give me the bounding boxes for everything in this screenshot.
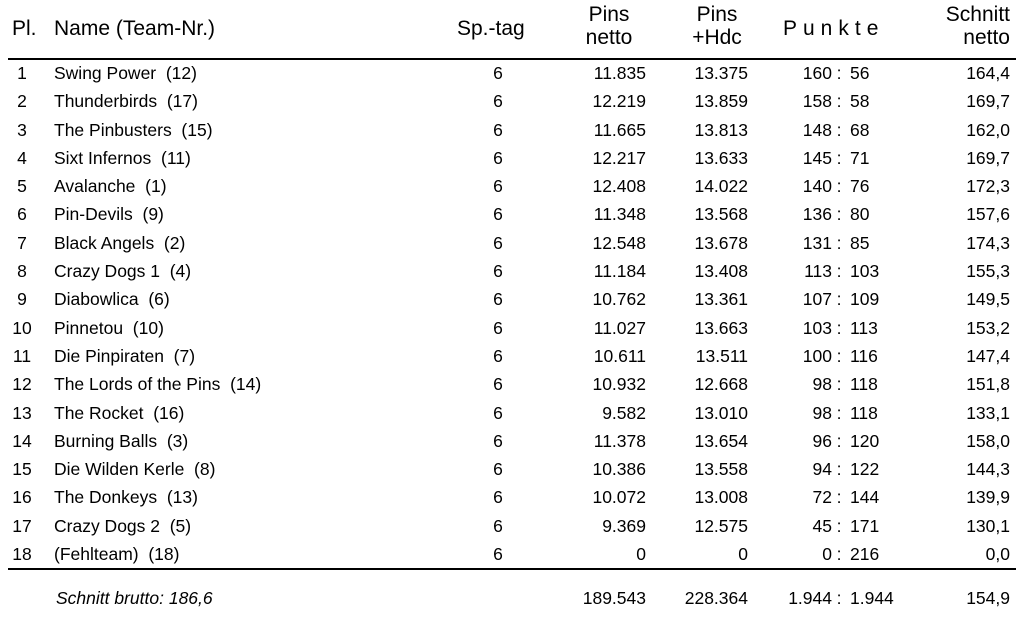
row-schnitt-netto: 144,3 — [966, 459, 1010, 480]
row-punkte-for: 103 — [802, 317, 832, 338]
footer-punkte-for: 1.944 — [788, 588, 832, 608]
row-spieltag: 6 — [493, 232, 503, 253]
row-punkte-separator: : — [836, 487, 842, 508]
row-pins-netto: 10.762 — [592, 289, 646, 310]
table-row — [0, 228, 1024, 256]
row-schnitt-netto: 133,1 — [966, 402, 1010, 423]
row-pins-netto: 10.611 — [593, 345, 646, 366]
row-place: 5 — [17, 176, 27, 197]
row-team-name: Crazy Dogs 2 (5) — [54, 515, 192, 536]
row-punkte-for: 96 — [812, 430, 832, 451]
row-pins-netto: 11.027 — [593, 317, 646, 338]
row-place: 18 — [12, 544, 32, 565]
row-spieltag: 6 — [493, 204, 503, 225]
row-place: 14 — [12, 430, 32, 451]
row-punkte-against: 122 — [850, 459, 880, 480]
table-row — [0, 284, 1024, 312]
row-pins-netto: 12.408 — [592, 176, 646, 197]
table-body — [0, 58, 1024, 567]
row-pins-netto: 10.386 — [592, 459, 646, 480]
row-spieltag: 6 — [493, 176, 503, 197]
row-pins-hdc: 13.813 — [694, 119, 748, 140]
table-row — [0, 369, 1024, 397]
row-schnitt-netto: 139,9 — [966, 487, 1010, 508]
row-place: 12 — [12, 374, 32, 395]
row-team-name: Thunderbirds (17) — [54, 91, 198, 112]
row-schnitt-netto: 130,1 — [966, 515, 1010, 536]
row-spieltag: 6 — [493, 544, 503, 565]
row-spieltag: 6 — [493, 289, 503, 310]
row-punkte-separator: : — [836, 402, 842, 423]
row-punkte-against: 113 — [850, 317, 878, 338]
row-place: 11 — [12, 345, 32, 366]
table-row — [0, 398, 1024, 426]
row-spieltag: 6 — [493, 487, 503, 508]
row-pins-hdc: 12.668 — [694, 374, 748, 395]
header-punkte: Punkte — [783, 17, 885, 40]
header-pins-netto-line1: Pins — [588, 3, 630, 26]
row-pins-netto: 10.932 — [592, 374, 646, 395]
row-spieltag: 6 — [493, 459, 503, 480]
row-schnitt-netto: 157,6 — [966, 204, 1010, 225]
row-pins-hdc: 13.408 — [694, 261, 748, 282]
row-punkte-against: 171 — [850, 515, 880, 536]
footer-pins-hdc-total: 228.364 — [684, 588, 748, 608]
row-team-name: The Pinbusters (15) — [54, 119, 213, 140]
header-pl: Pl. — [12, 17, 37, 40]
row-punkte-for: 107 — [802, 289, 832, 310]
table-row — [0, 539, 1024, 567]
row-punkte-separator: : — [836, 515, 842, 536]
table-row — [0, 256, 1024, 284]
row-punkte-separator: : — [836, 459, 842, 480]
row-punkte-for: 0 — [822, 544, 832, 565]
row-punkte-separator: : — [836, 261, 842, 282]
header-pins-netto — [574, 3, 644, 49]
row-punkte-against: 216 — [850, 544, 880, 565]
table-header — [0, 0, 1024, 60]
row-schnitt-netto: 174,3 — [966, 232, 1010, 253]
row-place: 17 — [12, 515, 32, 536]
row-team-name: Die Pinpiraten (7) — [54, 345, 196, 366]
row-team-name: The Lords of the Pins (14) — [54, 374, 262, 395]
table-row — [0, 511, 1024, 539]
row-pins-netto: 12.219 — [592, 91, 646, 112]
table-row — [0, 58, 1024, 86]
row-team-name: The Rocket (16) — [54, 402, 185, 423]
row-spieltag: 6 — [493, 515, 503, 536]
header-pins-netto-line2: netto — [585, 26, 633, 49]
row-pins-hdc: 12.575 — [694, 515, 748, 536]
table-footer — [0, 583, 1024, 611]
row-pins-hdc: 13.678 — [694, 232, 748, 253]
table-row — [0, 115, 1024, 143]
row-punkte-against: 118 — [850, 402, 878, 423]
table-row — [0, 482, 1024, 510]
row-punkte-for: 158 — [802, 91, 832, 112]
row-punkte-separator: : — [836, 317, 842, 338]
row-schnitt-netto: 158,0 — [966, 430, 1010, 451]
row-punkte-separator: : — [836, 430, 842, 451]
row-spieltag: 6 — [493, 91, 503, 112]
table-row — [0, 86, 1024, 114]
row-team-name: Avalanche (1) — [54, 176, 167, 197]
row-spieltag: 6 — [493, 430, 503, 451]
row-schnitt-netto: 155,3 — [966, 261, 1010, 282]
row-punkte-against: 80 — [850, 204, 870, 225]
row-schnitt-netto: 151,8 — [966, 374, 1010, 395]
header-pins-hdc-line1: Pins — [696, 3, 738, 26]
row-team-name: Pinnetou (10) — [54, 317, 164, 338]
row-team-name: Pin-Devils (9) — [54, 204, 164, 225]
row-pins-hdc: 13.361 — [694, 289, 748, 310]
row-schnitt-netto: 147,4 — [966, 345, 1010, 366]
row-punkte-for: 98 — [812, 402, 832, 423]
row-spieltag: 6 — [493, 374, 503, 395]
row-place: 7 — [17, 232, 27, 253]
row-schnitt-netto: 153,2 — [966, 317, 1010, 338]
row-place: 1 — [17, 63, 27, 83]
row-pins-netto: 9.369 — [602, 515, 646, 536]
row-pins-hdc: 13.568 — [694, 204, 748, 225]
row-schnitt-netto: 169,7 — [966, 91, 1010, 112]
row-place: 16 — [12, 487, 32, 508]
footer-pins-netto-total: 189.543 — [582, 588, 646, 608]
row-punkte-separator: : — [836, 119, 842, 140]
row-punkte-for: 136 — [802, 204, 832, 225]
row-punkte-separator: : — [836, 91, 842, 112]
row-punkte-for: 100 — [802, 345, 832, 366]
row-team-name: Crazy Dogs 1 (4) — [54, 261, 192, 282]
row-punkte-against: 120 — [850, 430, 880, 451]
row-punkte-separator: : — [836, 544, 842, 565]
row-team-name: Die Wilden Kerle (8) — [54, 459, 216, 480]
row-punkte-for: 45 — [812, 515, 832, 536]
row-punkte-for: 140 — [802, 176, 832, 197]
row-punkte-for: 145 — [802, 147, 832, 168]
row-spieltag: 6 — [493, 345, 503, 366]
row-pins-netto: 11.378 — [593, 430, 646, 451]
footer-punkte-against: 1.944 — [850, 588, 894, 608]
row-team-name: (Fehlteam) (18) — [54, 544, 180, 565]
row-spieltag: 6 — [493, 317, 503, 338]
header-schnitt-line1: Schnitt — [945, 3, 1010, 26]
row-punkte-separator: : — [836, 204, 842, 225]
row-schnitt-netto: 164,4 — [966, 63, 1010, 83]
table-row — [0, 426, 1024, 454]
row-schnitt-netto: 0,0 — [985, 544, 1010, 565]
row-punkte-for: 148 — [802, 119, 832, 140]
row-spieltag: 6 — [493, 147, 503, 168]
row-punkte-against: 85 — [850, 232, 870, 253]
row-punkte-for: 131 — [802, 232, 832, 253]
row-schnitt-netto: 169,7 — [966, 147, 1010, 168]
row-pins-hdc: 13.008 — [694, 487, 748, 508]
row-team-name: Burning Balls (3) — [54, 430, 189, 451]
row-pins-netto: 11.184 — [593, 261, 646, 282]
row-punkte-for: 160 — [802, 63, 832, 83]
row-place: 6 — [17, 204, 27, 225]
row-pins-hdc: 13.859 — [694, 91, 748, 112]
row-schnitt-netto: 172,3 — [966, 176, 1010, 197]
row-punkte-against: 68 — [850, 119, 870, 140]
row-pins-netto: 11.835 — [593, 63, 646, 83]
row-team-name: Black Angels (2) — [54, 232, 186, 253]
row-pins-hdc: 13.010 — [694, 402, 748, 423]
table-row — [0, 341, 1024, 369]
header-schnitt-netto — [914, 3, 1010, 49]
row-punkte-for: 98 — [812, 374, 832, 395]
row-punkte-against: 116 — [850, 345, 878, 366]
header-pins-hdc-line2: +Hdc — [692, 26, 742, 49]
row-pins-hdc: 14.022 — [694, 176, 748, 197]
row-pins-netto: 11.665 — [593, 119, 646, 140]
row-pins-hdc: 13.654 — [694, 430, 748, 451]
row-pins-hdc: 13.511 — [695, 345, 748, 366]
row-punkte-against: 109 — [850, 289, 880, 310]
row-place: 8 — [17, 261, 27, 282]
row-punkte-for: 94 — [812, 459, 832, 480]
header-pins-hdc — [684, 3, 750, 49]
row-team-name: Sixt Infernos (11) — [54, 147, 191, 168]
row-punkte-against: 71 — [850, 147, 870, 168]
row-spieltag: 6 — [493, 63, 503, 83]
row-schnitt-netto: 162,0 — [966, 119, 1010, 140]
row-team-name: The Donkeys (13) — [54, 487, 198, 508]
footer-punkte-separator: : — [836, 588, 842, 608]
row-pins-hdc: 13.558 — [694, 459, 748, 480]
row-pins-netto: 12.217 — [592, 147, 646, 168]
row-spieltag: 6 — [493, 261, 503, 282]
row-team-name: Swing Power (12) — [54, 63, 197, 83]
row-punkte-separator: : — [836, 63, 842, 83]
table-row — [0, 199, 1024, 227]
row-place: 9 — [17, 289, 27, 310]
row-pins-hdc: 13.663 — [694, 317, 748, 338]
row-punkte-against: 76 — [850, 176, 870, 197]
header-schnitt-line2: netto — [963, 26, 1010, 49]
table-row — [0, 171, 1024, 199]
row-punkte-separator: : — [836, 345, 842, 366]
row-punkte-against: 144 — [850, 487, 880, 508]
row-punkte-separator: : — [836, 289, 842, 310]
row-punkte-against: 118 — [850, 374, 878, 395]
row-place: 2 — [17, 91, 27, 112]
footer-schnitt-brutto: Schnitt brutto: 186,6 — [56, 588, 213, 608]
footer-divider — [8, 568, 1016, 570]
row-pins-hdc: 0 — [738, 544, 748, 565]
row-pins-netto: 9.582 — [602, 402, 646, 423]
row-pins-netto: 11.348 — [593, 204, 646, 225]
row-place: 15 — [12, 459, 32, 480]
row-punkte-for: 113 — [804, 261, 832, 282]
row-punkte-separator: : — [836, 374, 842, 395]
row-pins-netto: 0 — [636, 544, 646, 565]
row-place: 10 — [12, 317, 32, 338]
row-punkte-for: 72 — [812, 487, 832, 508]
row-punkte-separator: : — [836, 176, 842, 197]
row-pins-netto: 12.548 — [592, 232, 646, 253]
table-row — [0, 143, 1024, 171]
table-row — [0, 313, 1024, 341]
row-punkte-against: 58 — [850, 91, 870, 112]
row-pins-netto: 10.072 — [592, 487, 646, 508]
row-spieltag: 6 — [493, 119, 503, 140]
row-place: 3 — [17, 119, 27, 140]
row-pins-hdc: 13.633 — [694, 147, 748, 168]
row-punkte-separator: : — [836, 232, 842, 253]
row-punkte-against: 103 — [850, 261, 880, 282]
table-row — [0, 454, 1024, 482]
row-schnitt-netto: 149,5 — [966, 289, 1010, 310]
footer-schnitt-total: 154,9 — [966, 588, 1010, 608]
row-team-name: Diabowlica (6) — [54, 289, 170, 310]
row-place: 4 — [17, 147, 27, 168]
row-punkte-separator: : — [836, 147, 842, 168]
row-place: 13 — [12, 402, 32, 423]
header-name: Name (Team-Nr.) — [54, 17, 216, 40]
header-sptag: Sp.-tag — [457, 17, 525, 40]
row-pins-hdc: 13.375 — [694, 63, 748, 83]
row-spieltag: 6 — [493, 402, 503, 423]
row-punkte-against: 56 — [850, 63, 870, 83]
